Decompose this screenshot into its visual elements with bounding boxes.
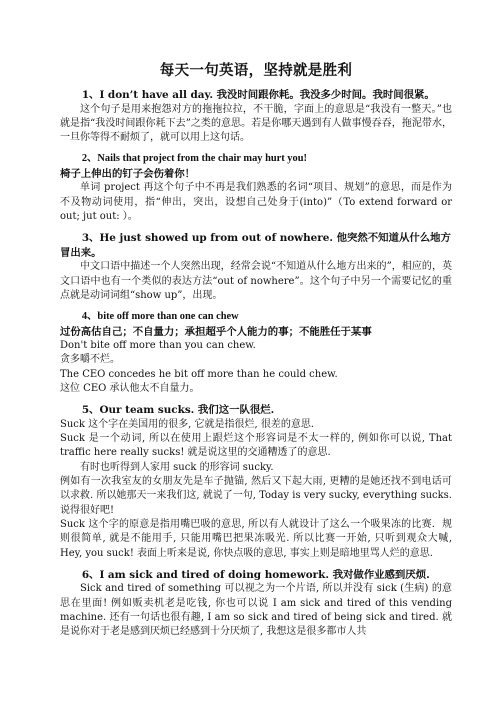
section-6-paragraph: Sick and tired of something 可以视之为一个片语, 所以并没有 sick (生病) 的意思在里面! 例如贩卖机老是吃钱, 你也可以说 I am sick and tired of this vending machine. 还有一句话也很有趣, I am so sick and tired of being sick and tired. 就是说你对于老是感到厌烦已经感到十分厌烦了, 我想这是很多都市人共 <box>60 583 452 638</box>
section-3-heading: 3、He just showed up from out of nowhere. 他突然不知道从什么地方冒出来。 <box>60 232 451 259</box>
section-6-heading: 6、I am sick and tired of doing homework. 我对做作业感到厌烦. <box>81 568 430 581</box>
section-2-paragraph: 单词 project 再这个句子中不再是我们熟悉的名词“项目、规划”的意思，而是作为不及物动词使用，指“伸出，突出，设想自己处身于(into)”（To extend forward or out; jut out: ）。 <box>60 182 452 222</box>
section-5-paragraph-2: Suck 是一个动词, 所以在使用上跟烂这个形容词是不太一样的, 例如你可以说, That traffic here really sucks! 就是说这里的交通糟透了的意思. <box>60 433 452 459</box>
section-2 <box>60 152 452 224</box>
section-5-paragraph-5: Suck 这个字的原意是指用嘴巴吸的意思, 所以有人就设计了这么一个吸果冻的比赛．规则很简单, 就是不能用手, 只能用嘴巴把果冻吸光. 所以比赛一开始, 只听到观众大喊, Hey, you suck! 表面上听来是说, 你快点吸的意思, 事实上则是暗地里骂人烂的意思. <box>60 518 452 559</box>
section-5-paragraph-3: 有时也听得到人家用 suck 的形容词 sucky. <box>80 461 274 473</box>
section-1-heading: 1、I don’t have all day. 我没时间跟你耗。我没多少时间。我时间很紧。 <box>81 89 435 101</box>
section-4-example-en-2: The CEO concedes he bit off more than he could chew. <box>60 368 338 380</box>
section-5-paragraph-4: 例如有一次我室友的女朋友先是车子抛锚, 然后又下起大雨, 更糟的是她还找不到电话可以求救. 所以她那天一来我们这, 就说了一句, Today is very sucky, everything sucks. 说得很好吧! <box>60 476 452 516</box>
section-2-heading: 2、Nails that project from the chair may hurt you! <box>81 153 307 165</box>
section-4-example-en-1: Don't bite off more than you can chew. <box>60 340 256 352</box>
section-6 <box>60 568 452 640</box>
section-4-heading: 4、bite off more than one can chew <box>81 311 239 323</box>
page-title: 每天一句英语，坚持就是胜利 <box>159 62 353 79</box>
section-3 <box>60 231 452 303</box>
section-5-heading: 5、Our team sucks. 我们这一队很烂. <box>81 404 275 417</box>
section-4-subheading: 过份高估自己；不自量力；承担超乎个人能力的事；不能胜任于某事 <box>60 325 372 338</box>
section-1 <box>60 88 452 145</box>
section-3-paragraph: 中文口语中描述一个人突然出现，经常会说“不知道从什么地方出来的”，相应的，英文口语中也有一个类似的表达方法“out of nowhere”。这个句子中另一个需要记忆的重点就是动词词组“show up”，出现。 <box>60 261 452 301</box>
section-5-paragraph-1: Suck 这个字在美国用的很多, 它就是指很烂, 很差的意思. <box>60 418 315 430</box>
section-5 <box>60 403 452 560</box>
section-2-subheading: 椅子上伸出的钉子会伤着你！ <box>60 167 196 180</box>
section-1-paragraph: 这个句子是用来抱怨对方的拖拖拉拉，不干脆，字面上的意思是“我没有一整天。”也就是指“我没时间跟你耗下去”之类的意思。若是你哪天遇到有人做事慢吞吞，拖泥带水，一旦你等得不耐烦了，就可以用上这句话。 <box>60 103 452 144</box>
section-4-example-zh-2: 这位 CEO 承认他太不自量力。 <box>60 383 200 395</box>
section-4 <box>60 310 452 396</box>
section-4-example-zh-1: 贪多嚼不烂。 <box>60 354 120 366</box>
